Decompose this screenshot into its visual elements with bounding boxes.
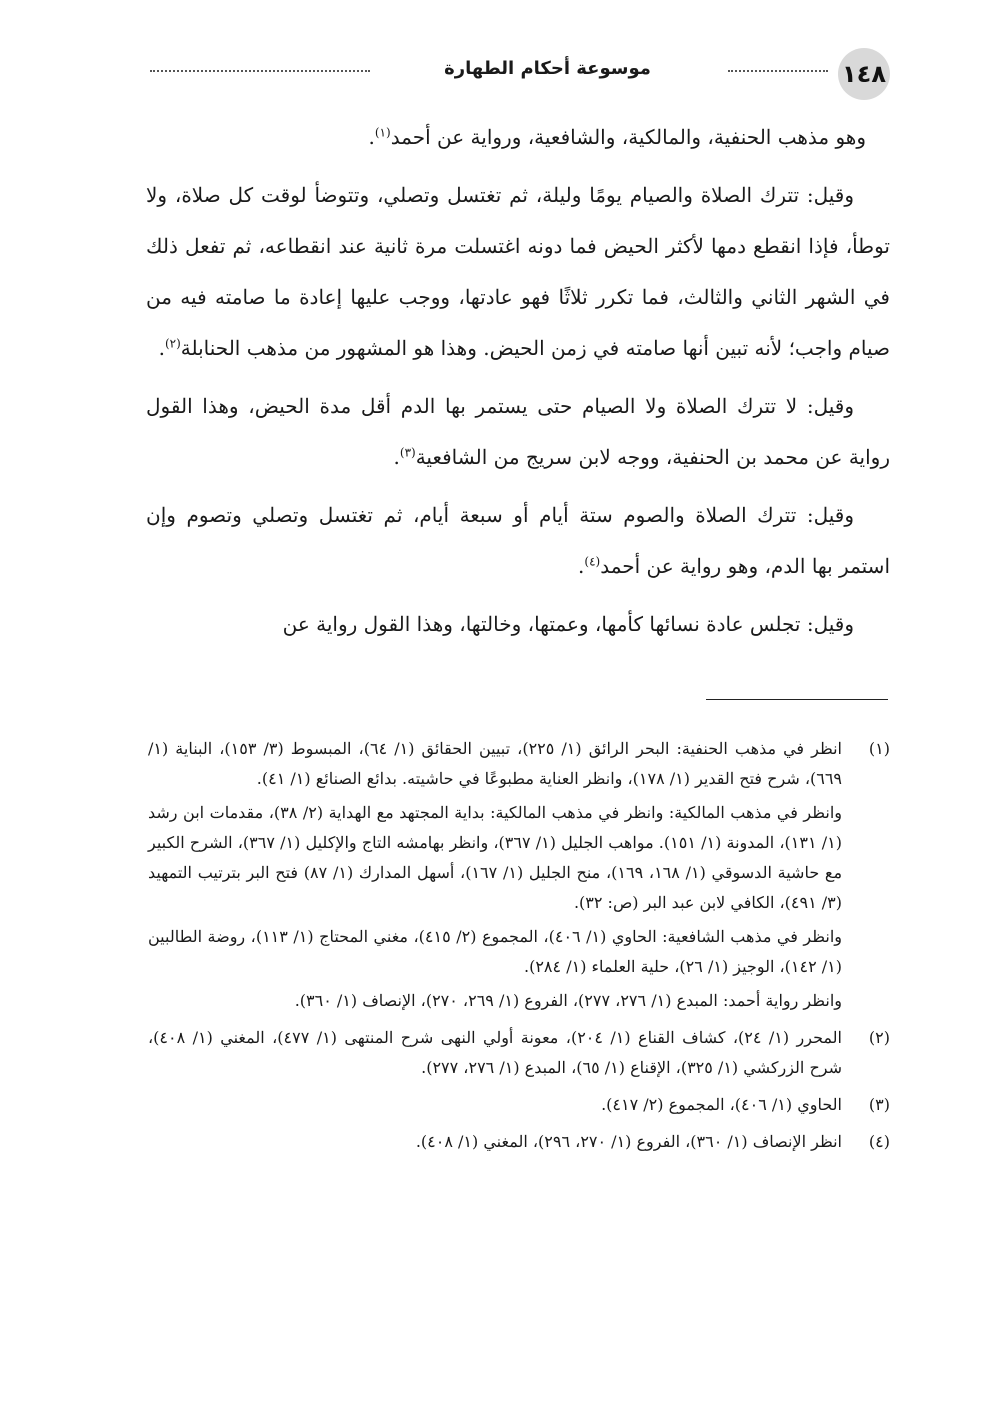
footnote-text: المحرر (١/ ٢٤)، كشاف القناع (١/ ٢٠٤)، معونة أولي النهى شرح المنتهى (١/ ٤٧٧)، المغني (١/ ٤٠٨)، شرح الزركشي (١/ ٣٢٥)، الإقناع (١/ ٦٥)، المبدع (١/ ٢٧٦، ٢٧٧). xyxy=(148,1028,843,1077)
book-title: موسوعة أحكام الطهارة xyxy=(444,58,651,79)
footnote xyxy=(148,1023,890,1087)
paragraph: وهو مذهب الحنفية، والمالكية، والشافعية، ورواية عن أحمد$^{(١)}$. xyxy=(368,125,866,149)
footnote-text: وانظر في مذهب الشافعية: الحاوي (١/ ٤٠٦)، المجموع (٢/ ٤١٥)، مغني المحتاج (١/ ١١٣)، روضة الطالبين (١/ ١٤٢)، الوجيز (١/ ٢٦)، حلية العلماء (١/ ٢٨٤). xyxy=(148,927,842,976)
paragraph: وقيل: تترك الصلاة والصوم ستة أيام أو سبعة أيام، ثم تغتسل وتصلي وتصوم وإن استمر بها الدم، وهو رواية عن أحمد$^{(٤)}$. xyxy=(146,503,890,578)
main-text xyxy=(146,112,890,657)
footnote xyxy=(148,1127,890,1161)
footnote-ref[interactable]: (٣) xyxy=(399,445,416,460)
header-dotted-rule-right xyxy=(728,70,828,72)
footnote-number: (١) xyxy=(868,739,890,758)
paragraph: وقيل: لا تترك الصلاة ولا الصيام حتى يستمر بها الدم أقل مدة الحيض، وهذا القول رواية عن محمد بن الحنفية، ووجه لابن سريج من الشافعية$^{(٣)}$. xyxy=(146,394,890,469)
paragraph: وقيل: تجلس عادة نسائها كأمها، وعمتها، وخالتها، وهذا القول رواية عن xyxy=(282,612,854,636)
footnote-number: (٣) xyxy=(868,1095,890,1114)
footnote xyxy=(148,1090,890,1124)
footnote-text: انظر الإنصاف (١/ ٣٦٠)، الفروع (١/ ٢٧٠، ٢٩٦)، المغني (١/ ٤٠٨). xyxy=(415,1132,842,1151)
footnotes xyxy=(148,734,890,1164)
paragraph: وقيل: تترك الصلاة والصيام يومًا وليلة، ثم تغتسل وتصلي، وتتوضأ لوقت كل صلاة، ولا توطأ، فإذا انقطع دمها لأكثر الحيض فما دونه اغتسلت مرة ثانية عند انقطاعه، ثم تفعل ذلك في الشهر الثاني والثالث، فما تكرر ثلاثًا فهو عادتها، ووجب عليها إعادة ما صامته فيه من صيام واجب؛ لأنه تبين أنها صامته في زمن الحيض. وهذا هو المشهور من مذهب الحنابلة$^{(٢)}$. xyxy=(146,183,890,360)
footnote-number: (٤) xyxy=(868,1132,890,1151)
footnote-text: الحاوي (١/ ٤٠٦)، المجموع (٢/ ٤١٧). xyxy=(601,1095,842,1114)
footnote-ref[interactable]: (٢) xyxy=(164,336,181,351)
footnote-text: وانظر في مذهب المالكية: وانظر في مذهب المالكية: بداية المجتهد مع الهداية (٢/ ٣٨)، مقدمات ابن رشد (١/ ١٣١)، المدونة (١/ ١٥١). مواهب الجليل (١/ ٣٦٧)، وانظر بهامشه التاج والإكليل (١/ ٣٦٧)، الشرح الكبير مع حاشية الدسوقي (١/ ١٦٨، ١٦٩)، منح الجليل (١/ ١٦٧)، أسهل المدارك (١/ ٨٧) فتح البر بترتيب التمهيد (٣/ ٤٩١)، الكافي لابن عبد البر (ص: ٣٢). xyxy=(148,803,843,912)
footnote-separator xyxy=(706,699,888,700)
header-dotted-rule-left xyxy=(150,70,370,72)
footnote-ref[interactable]: (١) xyxy=(374,125,391,140)
footnote xyxy=(148,734,890,1020)
page-header xyxy=(140,48,890,98)
footnote-text: انظر في مذهب الحنفية: البحر الرائق (١/ ٢٢٥)، تبيين الحقائق (١/ ٦٤)، المبسوط (٣/ ١٥٣)، البناية (١/ ٦٦٩)، شرح فتح القدير (١/ ١٧٨)، وانظر العناية مطبوعًا في حاشيته. بدائع الصنائع (١/ ٤١). xyxy=(148,739,842,788)
footnote-text: وانظر رواية أحمد: المبدع (١/ ٢٧٦، ٢٧٧)، الفروع (١/ ٢٦٩، ٢٧٠)، الإنصاف (١/ ٣٦٠). xyxy=(294,991,842,1010)
footnote-number: (٢) xyxy=(868,1028,890,1047)
page-number: ١٤٨ xyxy=(838,48,890,100)
footnote-ref[interactable]: (٤) xyxy=(584,554,601,569)
